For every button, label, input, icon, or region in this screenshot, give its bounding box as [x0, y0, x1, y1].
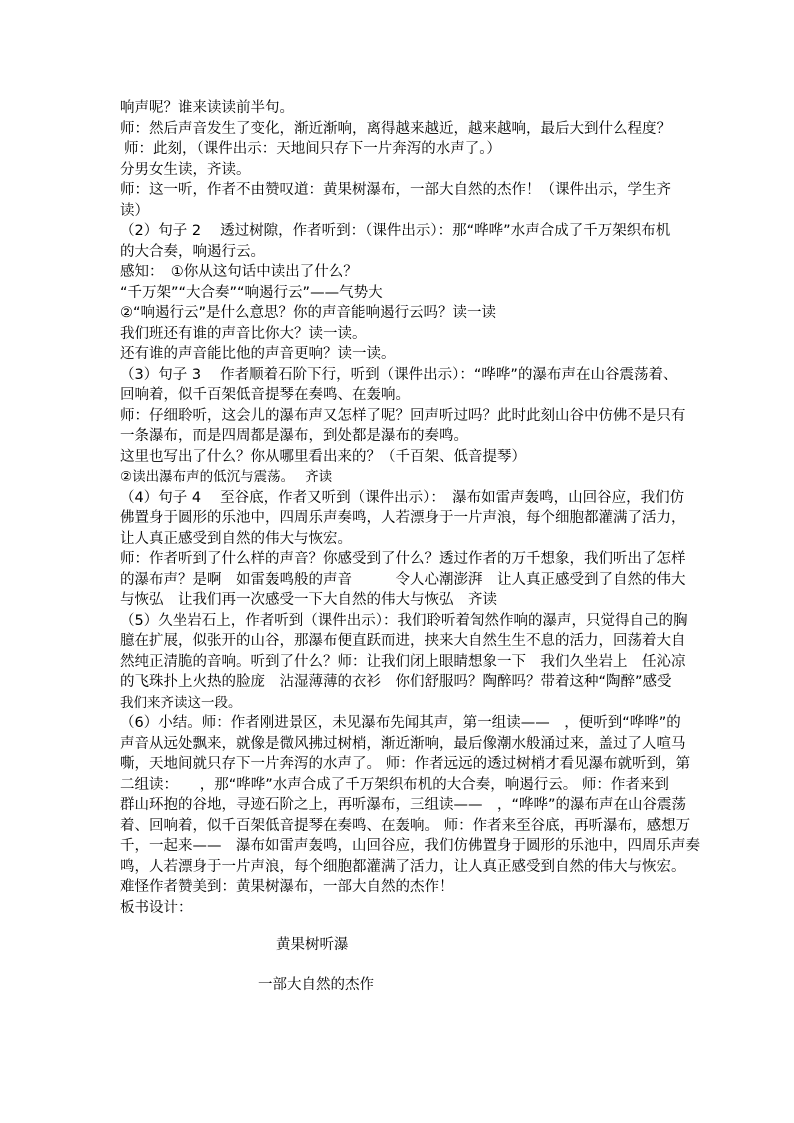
text-line: 的大合奏，响遏行云。	[120, 243, 265, 260]
text-line: 分男女生读，齐读。	[120, 161, 251, 178]
text-line: （5）久坐岩石上，作者听到（课件出示）：我们聆听着訇然作响的瀑声，只觉得自己的胸	[120, 612, 688, 629]
text-line: 这里也写出了什么？你从哪里看出来的？（千百架、低音提琴）	[120, 448, 526, 465]
text-line: 还有谁的声音能比他的声音更响？读一读。	[120, 346, 396, 362]
text-line: 回响着，似千百架低音提琴在奏鸣、在轰响。	[120, 387, 410, 403]
text-line: ②读出瀑布声的低沉与震荡。 齐读	[120, 469, 333, 485]
text-line: （6）小结。师：作者刚进景区，未见瀑布先闻其声，第一组读—— ，便听到“哗哗”的	[120, 715, 681, 731]
lesson-text	[120, 98, 700, 995]
text-line: 师：仔细聆听，这会儿的瀑布声又怎样了呢？回声听过吗？此时此刻山谷中仿佛不是只有	[120, 407, 686, 424]
text-line: （4）句子 4 至谷底，作者又听到（课件出示）： 瀑布如雷声轰鸣，山回谷应，我们仿	[120, 489, 685, 506]
text-line: 二组读： ，那“哗哗”水声合成了千万架织布机的大合奏，响遏行云。 师：作者来到	[120, 776, 669, 793]
text-line: 的瀑布声？是啊 如雷轰鸣般的声音 令人心潮澎湃 让人真正感受到了自然的伟大	[120, 571, 686, 588]
text-line: 读）	[120, 202, 149, 219]
text-line: 千，一起来—— 瀑布如雷声轰鸣，山回谷应，我们仿佛置身于圆形的乐池中，四周乐声奏	[120, 838, 700, 854]
text-line: 一条瀑布，而是四周都是瀑布，到处都是瀑布的奏鸣。	[120, 428, 468, 444]
text-line: 感知： ①你从这句话中读出了什么？	[120, 264, 358, 280]
text-line: （3）句子 3 作者顺着石阶下行，听到（课件出示）：“哗哗”的瀑布声在山谷震荡着、	[120, 366, 678, 383]
text-line: 着、回响着，似千百架低音提琴在奏鸣、在轰响。 师：作者来至谷底，再听瀑布，感想万	[120, 817, 691, 834]
text-line: 板书设计：	[120, 899, 193, 916]
text-line: 嘶，天地间就只存下一片奔泻的水声了。 师：作者远远的透过树梢才看见瀑布就听到，第	[120, 756, 691, 772]
text-line: 群山环抱的谷地，寻迹石阶之上，再听瀑布，三组读—— ，“哗哗”的瀑布声在山谷震荡	[120, 797, 687, 813]
text-line: 响声呢？谁来读读前半句。	[120, 100, 294, 116]
text-line: “千万架”“大合奏”“响遏行云”——气势大	[120, 284, 383, 301]
text-line: 的飞珠扑上火热的脸庞 沾湿薄薄的衣衫 你们舒服吗？陶醉吗？带着这种“陶醉”感受	[120, 674, 672, 690]
text-line: 声音从远处飘来，就像是微风拂过树梢，渐近渐响，最后像潮水般涌过来，盖过了人喧马	[120, 735, 686, 752]
text-line: 我们来齐读这一段。	[120, 694, 242, 711]
text-line: 师：此刻，（课件出示：天地间只存下一片奔泻的水声了。）	[124, 141, 501, 157]
text-line: 鸣，人若漂身于一片声浪，每个细胞都灌满了活力，让人真正感受到自然的伟大与恢宏。	[120, 858, 686, 875]
text-line: 与恢弘 让我们再一次感受一下大自然的伟大与恢弘 齐读	[120, 592, 497, 608]
text-line: （2）句子 2 透过树隙，作者听到：（课件出示）：那“哗哗”水声合成了千万架织布机	[120, 223, 671, 239]
text-line: 师：然后声音发生了变化，渐近渐响，离得越来越近，越来越响，最后大到什么程度？	[120, 120, 671, 137]
text-line: 然纯正清脆的音响。听到了什么？师：让我们闭上眼睛想象一下 我们久坐岩上 任沁凉	[120, 653, 686, 670]
text-line: 难怪作者赞美到：黄果树瀑布，一部大自然的杰作！	[120, 879, 454, 895]
text-line: 师：作者听到了什么样的声音？你感受到了什么？透过作者的万千想象，我们听出了怎样	[120, 551, 686, 567]
text-line: ②“响遏行云”是什么意思？你的声音能响遏行云吗？读一读	[120, 305, 497, 321]
text-line: 佛置身于圆形的乐池中，四周乐声奏鸣，人若漂身于一片声浪，每个细胞都灌满了活力，	[120, 510, 686, 526]
text-line: 师：这一听，作者不由赞叹道：黄果树瀑布，一部大自然的杰作！（课件出示，学生齐	[120, 182, 671, 198]
text-line: 臆在扩展，似张开的山谷，那瀑布便直跃而进，挟来大自然生生不息的活力，回荡着大自	[120, 633, 686, 649]
board-subtitle: 一部大自然的杰作	[258, 976, 374, 993]
board-title: 黄果树听瀑	[276, 937, 349, 953]
text-line: 我们班还有谁的声音比你大？读一读。	[120, 325, 367, 342]
text-line: 让人真正感受到自然的伟大与恢宏。	[120, 530, 352, 547]
